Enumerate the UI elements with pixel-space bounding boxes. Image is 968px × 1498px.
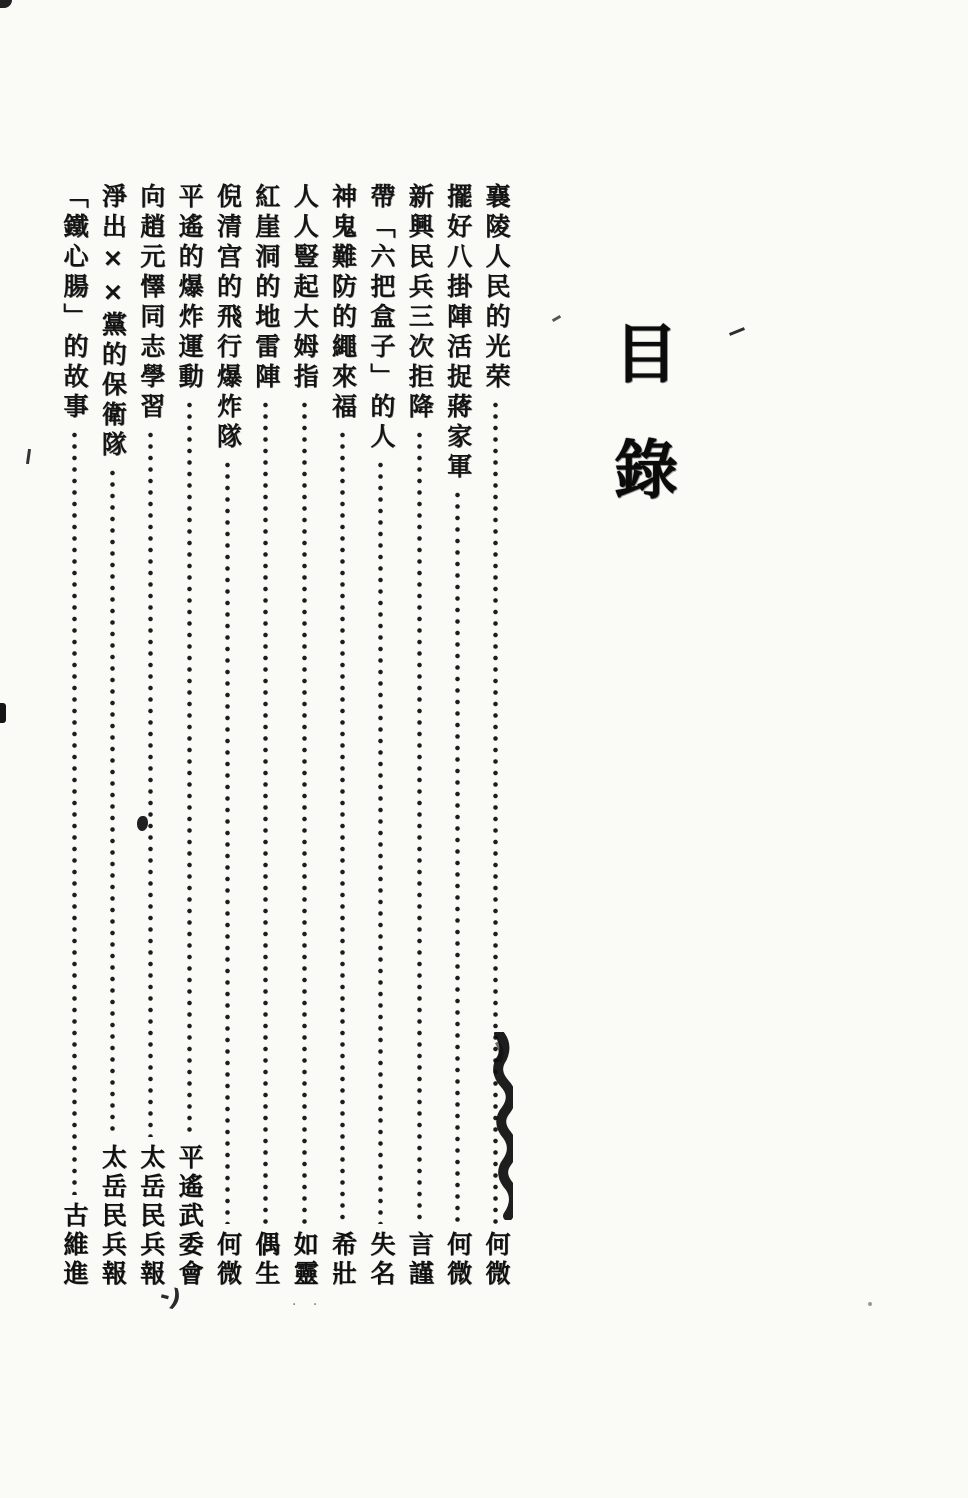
entry-author: 偶生 [251, 1231, 281, 1289]
entry-author: 言謹 [405, 1231, 435, 1289]
dotted-leader [225, 462, 230, 1224]
entry-author: 太岳民兵報 [98, 1144, 128, 1289]
speck-artifact [868, 1302, 872, 1306]
toc-entry [248, 183, 284, 1289]
toc-entry [363, 183, 399, 1289]
entry-author: 何微 [481, 1231, 511, 1289]
entry-author: 何微 [213, 1231, 243, 1289]
dotted-leader [378, 462, 383, 1224]
ink-smear-artifact [485, 1032, 513, 1220]
entry-title: 擺好八掛陣活捉蔣家軍 [443, 183, 473, 483]
toc-entry-list [56, 183, 514, 1289]
entry-title: 神鬼難防的繩來福 [328, 183, 358, 423]
toc-entry [286, 183, 322, 1289]
entry-title: 「鐵心腸」的故事 [60, 183, 89, 423]
dotted-leader [110, 470, 115, 1137]
toc-entry [133, 183, 169, 1289]
toc-entry [325, 183, 361, 1289]
toc-entry [401, 183, 437, 1289]
edge-blot-artifact [0, 703, 6, 723]
dotted-leader [302, 402, 307, 1224]
entry-title: 平遙的爆炸運動 [175, 183, 205, 393]
entry-title: 新興民兵三次拒降 [405, 183, 435, 423]
stray-stroke-artifact [26, 449, 31, 464]
tick-mark-artifact [552, 315, 561, 322]
entry-title: 人人豎起大姆指 [290, 183, 320, 393]
entry-title: 襄陵人民的光荣 [481, 183, 511, 393]
entry-title: 淨出××黨的保衛隊 [98, 183, 128, 461]
toc-entry [56, 183, 92, 1289]
entry-author: 太岳民兵報 [136, 1144, 166, 1289]
entry-title: 帶「六把盒子」的人 [366, 183, 396, 453]
dotted-leader [263, 402, 268, 1224]
dotted-leader [417, 432, 422, 1224]
page-title: 目錄 [603, 320, 677, 552]
faint-dots-artifact: · · [292, 1297, 324, 1313]
dotted-leader [340, 432, 345, 1224]
entry-title: 紅崖洞的地雷陣 [251, 183, 281, 393]
paren-mark-artifact: -) [156, 1280, 185, 1314]
entry-author: 希壯 [328, 1231, 358, 1289]
corner-ink-artifact [0, 0, 12, 8]
toc-entry [440, 183, 476, 1289]
dotted-leader [187, 402, 192, 1137]
toc-entry [94, 183, 130, 1289]
entry-author: 古維進 [60, 1202, 89, 1289]
toc-entry [171, 183, 207, 1289]
entry-author: 失名 [366, 1231, 396, 1289]
dotted-leader [148, 432, 153, 1137]
dotted-leader [72, 432, 77, 1195]
entry-author: 平遙武委會 [175, 1144, 205, 1289]
dotted-leader [455, 492, 460, 1224]
entry-author: 如靈 [290, 1231, 320, 1289]
entry-title: 向趙元懌同志學習 [136, 183, 166, 423]
tick-mark-artifact [729, 327, 745, 336]
toc-entry [209, 183, 245, 1289]
entry-author: 何微 [443, 1231, 473, 1289]
entry-title: 倪清宫的飛行爆炸隊 [213, 183, 243, 453]
